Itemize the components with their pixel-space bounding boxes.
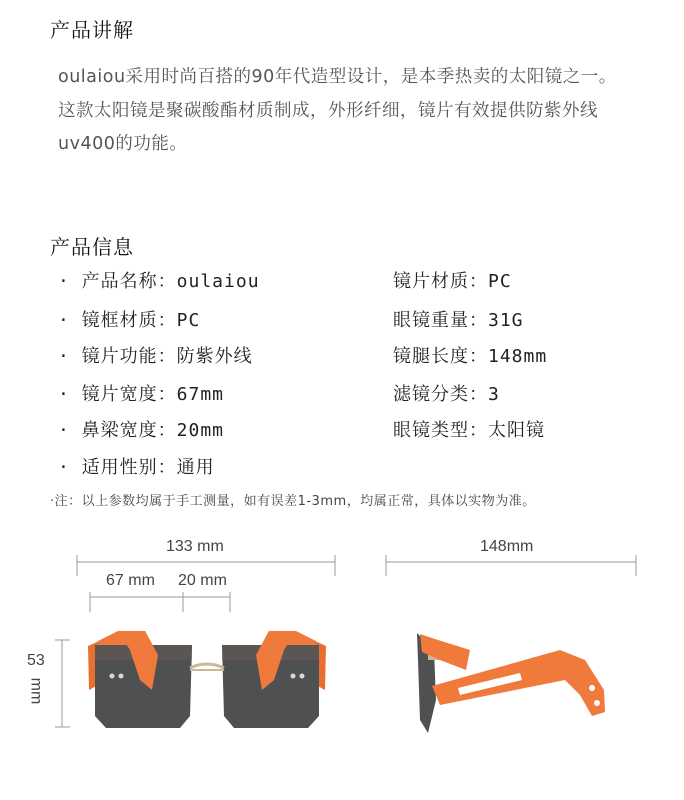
dim-total-width: 133 mm xyxy=(166,538,224,555)
spec-glasses-type: 眼镜类型：太阳镜 xyxy=(393,420,545,441)
spec-lens-function: · 镜片功能：防紫外线 xyxy=(58,346,253,367)
section-title-intro: 产品讲解 xyxy=(50,18,134,42)
spec-bridge-width: · 鼻梁宽度：20mm xyxy=(58,420,225,441)
spec-product-name: · 产品名称：oulaiou xyxy=(58,271,260,292)
intro-line-3: uv400的功能。 xyxy=(58,134,188,154)
section-title-info: 产品信息 xyxy=(50,235,134,259)
dim-bridge-width: 20 mm xyxy=(178,572,227,589)
glasses-side-view xyxy=(417,633,605,733)
dim-height-value: 53 xyxy=(27,652,45,669)
glasses-front-view xyxy=(88,631,326,728)
intro-line-1: oulaiou采用时尚百搭的90年代造型设计，是本季热卖的太阳镜之一。 xyxy=(58,67,617,87)
spec-lens-material: 镜片材质：PC xyxy=(393,271,512,292)
spec-frame-material: · 镜框材质：PC xyxy=(58,310,201,331)
dim-height-unit: mm xyxy=(27,677,45,705)
measurement-note: ·注：以上参数均属于手工测量，如有误差1-3mm，均属正常，具体以实物为准。 xyxy=(50,494,536,509)
spec-filter-category: 滤镜分类：3 xyxy=(393,384,500,405)
spec-temple-length: 镜腿长度：148mm xyxy=(393,346,548,367)
spec-gender: · 适用性别：通用 xyxy=(58,457,215,478)
spec-lens-width: · 镜片宽度：67mm xyxy=(58,384,225,405)
spec-weight: 眼镜重量：31G xyxy=(393,310,524,331)
intro-line-2: 这款太阳镜是聚碳酸酯材质制成，外形纤细，镜片有效提供防紫外线 xyxy=(58,101,598,121)
dim-lens-width: 67 mm xyxy=(106,572,155,589)
dim-temple-length: 148mm xyxy=(480,538,534,555)
